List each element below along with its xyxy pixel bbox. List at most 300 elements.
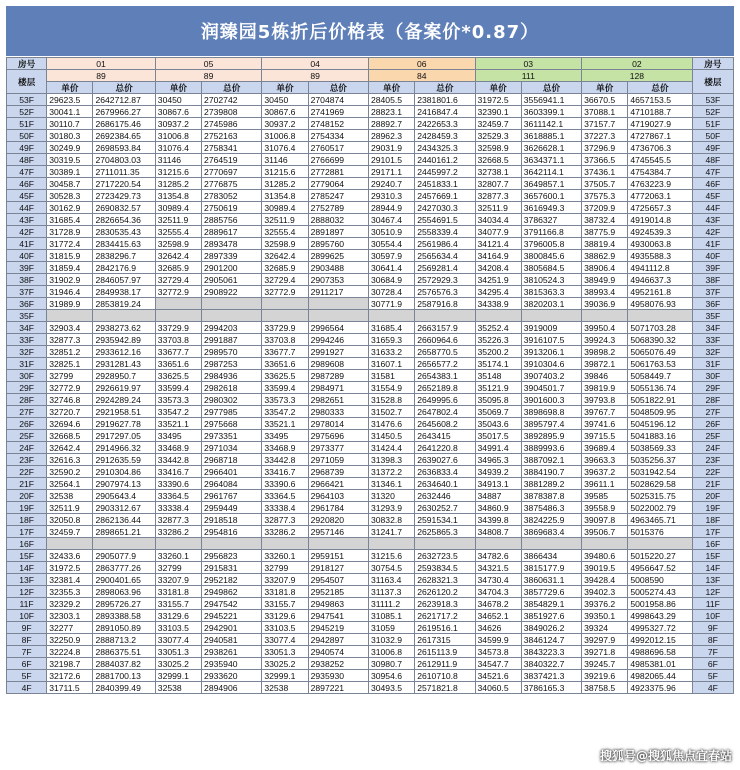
- floor-label: 44F: [7, 202, 47, 214]
- total-price-cell: 2634640.1: [415, 478, 475, 490]
- unit-price-cell: 34573.8: [475, 646, 521, 658]
- unit-price-cell: 39428.4: [582, 574, 628, 586]
- total-price-cell: 4736706.3: [628, 142, 692, 154]
- total-price-cell: 2968718: [202, 454, 262, 466]
- unit-price-cell: 32538: [155, 682, 201, 694]
- empty-cell: [521, 538, 581, 550]
- empty-cell: [155, 310, 201, 322]
- table-row: [7, 550, 734, 562]
- unit-price-cell: 31946.4: [47, 286, 93, 298]
- unit-price-cell: 33416.7: [155, 466, 201, 478]
- total-price-cell: 2641220.8: [415, 442, 475, 454]
- total-price-cell: 3791166.8: [521, 226, 581, 238]
- table-row: [7, 262, 734, 274]
- unit-price-cell: 32746.8: [47, 394, 93, 406]
- unit-price-cell: 31902.9: [47, 274, 93, 286]
- unit-price-cell: 33286.2: [262, 526, 308, 538]
- floor-label: 20F: [692, 490, 733, 502]
- unit-price-cell: 32825.1: [47, 358, 93, 370]
- unit-price-cell: 30937.2: [155, 118, 201, 130]
- unit-price-cell: 31372.2: [368, 466, 414, 478]
- floor-label: 23F: [7, 454, 47, 466]
- total-price-cell: 2617315: [415, 634, 475, 646]
- total-price-cell: 2558339.4: [415, 226, 475, 238]
- table-row: [7, 286, 734, 298]
- table-row: [7, 514, 734, 526]
- empty-cell: [262, 538, 308, 550]
- unit-price-cell: 30493.5: [368, 682, 414, 694]
- total-price-cell: 2593834.5: [415, 562, 475, 574]
- unit-price-cell: 31006.8: [262, 130, 308, 142]
- table-row: [7, 94, 734, 106]
- unit-price-cell: 33390.6: [155, 478, 201, 490]
- total-price-cell: 2987253: [202, 358, 262, 370]
- unit-price-cell: 37227.3: [582, 130, 628, 142]
- unit-price-cell: 35200.2: [475, 346, 521, 358]
- total-price-cell: 2901200: [202, 262, 262, 274]
- floor-label-left: 楼层: [7, 70, 47, 94]
- total-price-cell: 3805684.5: [521, 262, 581, 274]
- total-price-cell: 2918518: [202, 514, 262, 526]
- unit-price-cell: 31215.6: [262, 166, 308, 178]
- floor-label: 15F: [692, 550, 733, 562]
- floor-label: 40F: [692, 250, 733, 262]
- unit-price-cell: 37157.7: [582, 118, 628, 130]
- empty-cell: [582, 310, 628, 322]
- unit-price-cell: 32355.3: [47, 586, 93, 598]
- floor-label: 36F: [692, 298, 733, 310]
- unit-price-cell: 31659.3: [368, 334, 414, 346]
- unit-price-cell: 34913.1: [475, 478, 521, 490]
- total-price-cell: 5022002.79: [628, 502, 692, 514]
- total-price-cell: 3860631.1: [521, 574, 581, 586]
- total-price-cell: 2886375.51: [93, 646, 155, 658]
- unit-area-4: 111: [475, 70, 582, 82]
- floor-label: 47F: [7, 166, 47, 178]
- total-price-cell: 2610710.8: [415, 670, 475, 682]
- total-price-cell: 3642114.1: [521, 166, 581, 178]
- total-price-cell: 5031942.54: [628, 466, 692, 478]
- unit-price-cell: 39480.6: [582, 550, 628, 562]
- unit-number-3: 06: [368, 58, 475, 70]
- unit-number-2: 04: [262, 58, 369, 70]
- unit-price-cell: 37366.5: [582, 154, 628, 166]
- empty-cell: [308, 298, 368, 310]
- unit-price-cell: 33599.4: [155, 382, 201, 394]
- total-price-cell: 5071703.28: [628, 322, 692, 334]
- total-price-cell: 2947542: [202, 598, 262, 610]
- unit-price-cell: 39585: [582, 490, 628, 502]
- total-price-cell: 5015376: [628, 526, 692, 538]
- total-price-cell: 4923375.96: [628, 682, 692, 694]
- unit-price-cell: 34034.4: [475, 214, 521, 226]
- watermark: 搜狐号@搜狐焦点宜春站: [599, 749, 732, 763]
- total-price-cell: 2935940: [202, 658, 262, 670]
- unit-price-cell: 31215.6: [368, 550, 414, 562]
- floor-label: 17F: [692, 526, 733, 538]
- table-row: [7, 658, 734, 670]
- total-price-cell: 2686175.46: [93, 118, 155, 130]
- total-price-cell: 3857729.6: [521, 586, 581, 598]
- unit-price-cell: 33103.5: [155, 622, 201, 634]
- unit-price-cell: 35174.1: [475, 358, 521, 370]
- total-price-cell: 5025315.75: [628, 490, 692, 502]
- unit-price-cell: 31989.9: [47, 298, 93, 310]
- floor-label: 4F: [692, 682, 733, 694]
- floor-label: 39F: [7, 262, 47, 274]
- unit-price-cell: 33155.7: [155, 598, 201, 610]
- unit-price-cell: 30041.1: [47, 106, 93, 118]
- floor-label: 48F: [7, 154, 47, 166]
- unit-price-cell: 33103.5: [262, 622, 308, 634]
- unit-price-cell: 30832.8: [368, 514, 414, 526]
- total-price-cell: 3843223.3: [521, 646, 581, 658]
- total-price-cell: 2903312.67: [93, 502, 155, 514]
- total-price-cell: 5048509.95: [628, 406, 692, 418]
- unit-price-cell: 39637.2: [582, 466, 628, 478]
- unit-price-cell: 33207.9: [155, 574, 201, 586]
- unit-price-cell: 33599.4: [262, 382, 308, 394]
- total-price-cell: 2840399.49: [93, 682, 155, 694]
- empty-cell: [202, 298, 262, 310]
- unit-label-left: 房号: [7, 58, 47, 70]
- unit-price-cell: 31111.2: [368, 598, 414, 610]
- empty-cell: [475, 310, 521, 322]
- total-price-cell: 3810524.3: [521, 274, 581, 286]
- unit-price-cell: 33729.9: [262, 322, 308, 334]
- total-price-cell: 2961784: [308, 502, 368, 514]
- unit-price-cell: 30989.4: [262, 202, 308, 214]
- floor-label: 26F: [692, 418, 733, 430]
- total-price-cell: 2862136.44: [93, 514, 155, 526]
- unit-number-5: 02: [582, 58, 693, 70]
- table-row: [7, 274, 734, 286]
- unit-price-cell: 35252.4: [475, 322, 521, 334]
- total-price-cell: 4754384.7: [628, 166, 692, 178]
- total-price-cell: 2905061: [202, 274, 262, 286]
- table-row: [7, 298, 734, 310]
- unit-price-cell: 33677.7: [155, 346, 201, 358]
- unit-price-cell: 32511.9: [47, 502, 93, 514]
- total-price-cell: 2849938.17: [93, 286, 155, 298]
- header-area-row: [7, 70, 734, 82]
- total-price-cell: 4930063.8: [628, 238, 692, 250]
- floor-label: 41F: [692, 238, 733, 250]
- total-price-cell: 2971059: [308, 454, 368, 466]
- total-price-cell: 2989570: [202, 346, 262, 358]
- unit-price-cell: 31581: [368, 370, 414, 382]
- unit-price-cell: 30980.7: [368, 658, 414, 670]
- total-price-cell: 2704803.03: [93, 154, 155, 166]
- total-price-cell: 2888713.2: [93, 634, 155, 646]
- unit-price-cell: 32799: [262, 562, 308, 574]
- total-price-cell: 2834415.63: [93, 238, 155, 250]
- total-price-cell: 3904501.7: [521, 382, 581, 394]
- table-row: [7, 334, 734, 346]
- total-price-cell: 2908922: [202, 286, 262, 298]
- unit-price-cell: 34321.5: [475, 562, 521, 574]
- total-price-cell: 2952182: [202, 574, 262, 586]
- total-price-cell: 2656577.2: [415, 358, 475, 370]
- total-price-cell: 3634371.1: [521, 154, 581, 166]
- unit-price-cell: 34121.4: [475, 238, 521, 250]
- floor-label: 34F: [692, 322, 733, 334]
- unit-price-cell: 33703.8: [262, 334, 308, 346]
- unit-price-cell: 34939.2: [475, 466, 521, 478]
- total-price-cell: 2772881: [308, 166, 368, 178]
- total-price-cell: 2903488: [308, 262, 368, 274]
- total-price-cell: 2554691.5: [415, 214, 475, 226]
- unit-price-cell: 30450: [155, 94, 201, 106]
- unit-price-cell: 33703.8: [155, 334, 201, 346]
- total-price-cell: 2440161.2: [415, 154, 475, 166]
- empty-cell: [475, 538, 521, 550]
- price-table: [6, 57, 734, 694]
- total-price-cell: 3824225.9: [521, 514, 581, 526]
- total-price-cell: 3616949.3: [521, 202, 581, 214]
- floor-label: 13F: [7, 574, 47, 586]
- total-price-cell: 3895797.4: [521, 418, 581, 430]
- floor-label: 6F: [692, 658, 733, 670]
- total-price-cell: 2933620: [202, 670, 262, 682]
- unit-price-cell: 28944.9: [368, 202, 414, 214]
- total-price-cell: 2959151: [308, 550, 368, 562]
- floor-label: 22F: [692, 466, 733, 478]
- total-price-cell: 4963465.71: [628, 514, 692, 526]
- table-row: [7, 226, 734, 238]
- unit-area-5: 128: [582, 70, 693, 82]
- total-price-cell: 2945219: [308, 622, 368, 634]
- total-price-cell: 5015220.27: [628, 550, 692, 562]
- floor-label: 27F: [692, 406, 733, 418]
- table-row: [7, 382, 734, 394]
- unit-price-cell: 33364.5: [155, 490, 201, 502]
- total-price-cell: 2938273.62: [93, 322, 155, 334]
- unit-price-cell: 32720.7: [47, 406, 93, 418]
- floor-label: 24F: [692, 442, 733, 454]
- table-row: [7, 322, 734, 334]
- total-price-cell: 4998643.29: [628, 610, 692, 622]
- table-row: [7, 118, 734, 130]
- unit-price-header: 单价: [262, 82, 308, 94]
- total-price-cell: 3919009: [521, 322, 581, 334]
- total-price-cell: 2587916.8: [415, 298, 475, 310]
- table-row: [7, 418, 734, 430]
- unit-price-cell: 30554.4: [368, 238, 414, 250]
- unit-price-cell: 29240.7: [368, 178, 414, 190]
- floor-label: 43F: [692, 214, 733, 226]
- unit-price-cell: 36670.5: [582, 94, 628, 106]
- floor-label: 35F: [7, 310, 47, 322]
- total-price-cell: 4952161.8: [628, 286, 692, 298]
- unit-price-cell: 33547.2: [155, 406, 201, 418]
- unit-price-cell: 32538: [262, 682, 308, 694]
- unit-price-cell: 28405.5: [368, 94, 414, 106]
- total-price-cell: 2643415: [415, 430, 475, 442]
- page-title: 润臻园5栋折后价格表（备案价*0.87）: [6, 6, 734, 56]
- total-price-cell: 2895760: [308, 238, 368, 250]
- unit-price-cell: 30528.3: [47, 190, 93, 202]
- floor-label: 11F: [7, 598, 47, 610]
- total-price-cell: 3849026.2: [521, 622, 581, 634]
- unit-price-cell: 32511.9: [155, 214, 201, 226]
- unit-price-header: 单价: [368, 82, 414, 94]
- total-price-cell: 2924289.24: [93, 394, 155, 406]
- total-price-cell: 2912635.59: [93, 454, 155, 466]
- unit-price-cell: 39324: [582, 622, 628, 634]
- total-price-cell: 2885756: [202, 214, 262, 226]
- table-row: [7, 466, 734, 478]
- table-row: [7, 442, 734, 454]
- total-price-cell: 2996564: [308, 322, 368, 334]
- floor-label: 52F: [692, 106, 733, 118]
- total-price-cell: 5008590: [628, 574, 692, 586]
- total-price-cell: 4988696.58: [628, 646, 692, 658]
- unit-price-cell: 31346.1: [368, 478, 414, 490]
- unit-price-cell: 34251.9: [475, 274, 521, 286]
- floor-label: 26F: [7, 418, 47, 430]
- table-row: [7, 154, 734, 166]
- empty-cell: [415, 538, 475, 550]
- unit-price-cell: 37088.1: [582, 106, 628, 118]
- floor-label: 10F: [692, 610, 733, 622]
- total-price-cell: 2711011.35: [93, 166, 155, 178]
- total-price-cell: 2779064: [308, 178, 368, 190]
- unit-price-cell: 35069.7: [475, 406, 521, 418]
- total-price-cell: 2745986: [202, 118, 262, 130]
- unit-price-cell: 32799: [155, 562, 201, 574]
- table-row: [7, 358, 734, 370]
- unit-price-cell: 32250.9: [47, 634, 93, 646]
- total-price-cell: 3796005.8: [521, 238, 581, 250]
- unit-price-cell: 34547.7: [475, 658, 521, 670]
- empty-cell: [368, 310, 414, 322]
- unit-price-cell: 31006.8: [155, 130, 201, 142]
- total-price-header: 总价: [521, 82, 581, 94]
- unit-price-cell: 34060.5: [475, 682, 521, 694]
- floor-label: 31F: [7, 358, 47, 370]
- unit-area-2: 89: [262, 70, 369, 82]
- total-price-cell: 2884037.82: [93, 658, 155, 670]
- unit-price-cell: 32877.3: [475, 190, 521, 202]
- total-price-cell: 2918127: [308, 562, 368, 574]
- unit-price-cell: 33442.8: [155, 454, 201, 466]
- total-price-cell: 2654383.1: [415, 370, 475, 382]
- floor-label: 43F: [7, 214, 47, 226]
- floor-label: 53F: [7, 94, 47, 106]
- total-price-cell: 2975668: [202, 418, 262, 430]
- total-price-cell: 4727867.1: [628, 130, 692, 142]
- unit-price-cell: 32616.3: [47, 454, 93, 466]
- unit-price-cell: 31085.1: [368, 610, 414, 622]
- total-price-cell: 2933612.16: [93, 346, 155, 358]
- total-price-cell: 2971034: [202, 442, 262, 454]
- table-row: [7, 190, 734, 202]
- unit-price-cell: 32198.7: [47, 658, 93, 670]
- empty-cell: [628, 310, 692, 322]
- unit-price-cell: 32329.2: [47, 598, 93, 610]
- table-row: [7, 310, 734, 322]
- floor-label: 8F: [7, 634, 47, 646]
- unit-price-cell: 31320: [368, 490, 414, 502]
- unit-price-cell: 38819.4: [582, 238, 628, 250]
- unit-price-cell: 30450: [262, 94, 308, 106]
- unit-price-cell: 34164.9: [475, 250, 521, 262]
- total-price-cell: 2632723.5: [415, 550, 475, 562]
- unit-price-cell: 32903.4: [47, 322, 93, 334]
- unit-price-cell: 32598.9: [155, 238, 201, 250]
- total-price-cell: 2935930: [308, 670, 368, 682]
- total-price-cell: 2863777.26: [93, 562, 155, 574]
- floor-label: 29F: [7, 382, 47, 394]
- total-price-cell: 2569281.4: [415, 262, 475, 274]
- unit-price-cell: 39036.9: [582, 298, 628, 310]
- floor-label-right: 楼层: [692, 70, 733, 94]
- total-price-cell: 2984971: [308, 382, 368, 394]
- total-price-cell: 2642712.87: [93, 94, 155, 106]
- unit-price-cell: 39611.1: [582, 478, 628, 490]
- total-price-cell: 2445997.2: [415, 166, 475, 178]
- total-price-cell: 4935588.3: [628, 250, 692, 262]
- total-price-cell: 2956823: [202, 550, 262, 562]
- floor-label: 11F: [692, 598, 733, 610]
- total-price-cell: 3913206.1: [521, 346, 581, 358]
- total-price-cell: 2645608.2: [415, 418, 475, 430]
- total-price-cell: 2897221: [308, 682, 368, 694]
- total-price-cell: 4719027.9: [628, 118, 692, 130]
- total-price-cell: 3875486.3: [521, 502, 581, 514]
- floor-label: 5F: [7, 670, 47, 682]
- floor-label: 49F: [7, 142, 47, 154]
- unit-price-cell: 30249.9: [47, 142, 93, 154]
- unit-price-cell: 31554.9: [368, 382, 414, 394]
- unit-price-cell: 31859.4: [47, 262, 93, 274]
- unit-price-cell: 31146: [155, 154, 201, 166]
- total-price-cell: 3786165.3: [521, 682, 581, 694]
- table-row: [7, 238, 734, 250]
- unit-number-0: 01: [47, 58, 156, 70]
- empty-cell: [308, 538, 368, 550]
- total-price-cell: 2968739: [308, 466, 368, 478]
- total-price-cell: 2899625: [308, 250, 368, 262]
- unit-price-cell: 29310.3: [368, 190, 414, 202]
- floor-label: 7F: [7, 646, 47, 658]
- unit-price-cell: 33051.3: [262, 646, 308, 658]
- unit-price-cell: 31972.5: [475, 94, 521, 106]
- table-row: [7, 490, 734, 502]
- unit-price-cell: 37436.1: [582, 166, 628, 178]
- unit-price-cell: 32738.1: [475, 166, 521, 178]
- table-row: [7, 670, 734, 682]
- total-price-cell: 2591534.1: [415, 514, 475, 526]
- total-price-cell: 2571821.8: [415, 682, 475, 694]
- unit-price-cell: 30162.9: [47, 202, 93, 214]
- total-price-cell: 2940581: [202, 634, 262, 646]
- total-price-cell: 2750619: [202, 202, 262, 214]
- floor-label: 32F: [692, 346, 733, 358]
- unit-price-cell: 34730.4: [475, 574, 521, 586]
- floor-label: 14F: [7, 562, 47, 574]
- table-row: [7, 454, 734, 466]
- total-price-cell: 2698593.84: [93, 142, 155, 154]
- unit-price-cell: 32999.1: [262, 670, 308, 682]
- unit-price-cell: 31137.3: [368, 586, 414, 598]
- total-price-header: 总价: [202, 82, 262, 94]
- unit-price-cell: 39819.9: [582, 382, 628, 394]
- unit-price-cell: 33495: [262, 430, 308, 442]
- unit-price-cell: 33364.5: [262, 490, 308, 502]
- unit-price-cell: 30389.1: [47, 166, 93, 178]
